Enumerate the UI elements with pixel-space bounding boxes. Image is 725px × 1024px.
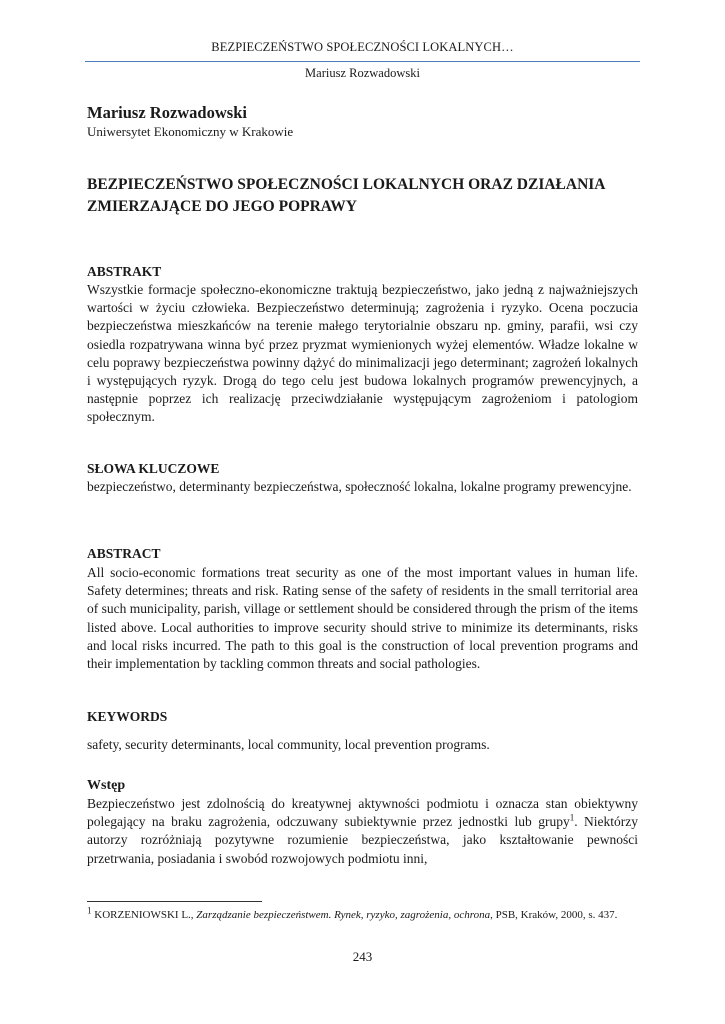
- footnote-reference[interactable]: 1: [569, 812, 575, 823]
- keywords-heading: KEYWORDS: [87, 709, 168, 724]
- header-rule: [85, 61, 640, 62]
- footnote-rule: [87, 901, 262, 902]
- wstep-text-before: Bezpieczeństwo jest zdolnością do kreatywnej aktywności podmiotu i oznacza stan obiektywny polegający na braku zagrożenia, odczuwany subiektywnie przez jednostki lub grupy: [87, 796, 638, 830]
- wstep-text-after: . Niektórzy autorzy rozróżniają pozytywne rozumienie bezpieczeństwa, jako kształtowanie pewności przetrwania, posiadania i swobód rozwojowych podmiotu inni,: [87, 814, 639, 866]
- article-title-line-2: ZMIERZAJĄCE DO JEGO POPRAWY: [87, 198, 357, 215]
- running-title: BEZPIECZEŃSTWO SPOŁECZNOŚCI LOKALNYCH…: [211, 40, 514, 54]
- abstrakt-text: Wszystkie formacje społeczno-ekonomiczne traktują bezpieczeństwo, jako jedną z najważniejszych wartości w życiu człowieka. Bezpieczeństwo determinują; zagrożenia i ryzyko. Ocena poczucia bezpieczeństwa mieszkańców na terenie małego terytorialnie obszaru np. gminy, parafii, wsi czy osiedla rozpatrywana winna być przez pryzmat wymienionych wyżej elementów. Władze lokalne w celu poprawy bezpieczeństwa powinny dążyć do minimalizacji jego determinant; zagrożeń lokalnych i występujących ryzyk. Drogą do tego celu jest budowa lokalnych programów prewencyjnych, a następnie poprzez ich realizację przeciwdziałanie występującym zagrożeniom i patologiom społecznym.: [87, 282, 638, 425]
- footnote-title: Zarządzanie bezpieczeństwem. Rynek, ryzyko, zagrożenia, ochrona: [196, 909, 491, 921]
- keywords-text: safety, security determinants, local community, local prevention programs.: [87, 737, 490, 752]
- wstep-heading: Wstęp: [87, 778, 126, 793]
- wstep-text: [87, 795, 638, 868]
- abstract-text: All socio-economic formations treat security as one of the most important values in human life. Safety determines; threats and risk. Rating sense of the safety of residents in the small territorial area of such municipality, parish, village or settlement should be considered through the prism of the items listed above. Local authorities to improve security should strive to minimize its determinants, risks and local risks incurred. The path to this goal is the construction of local prevention programs and their implementation by tackling common threats and social pathologies.: [87, 565, 638, 672]
- footnote-number: 1: [87, 905, 92, 916]
- page-number: 243: [352, 949, 373, 964]
- slowa-kluczowe-text: bezpieczeństwo, determinanty bezpieczeństwa, społeczność lokalna, lokalne programy prewencyjne.: [87, 479, 632, 494]
- article-title-line-1: BEZPIECZEŃSTWO SPOŁECZNOŚCI LOKALNYCH ORAZ DZIAŁANIA: [87, 176, 606, 193]
- article-title: [87, 174, 638, 218]
- abstract-heading: ABSTRACT: [87, 546, 161, 561]
- author-affiliation: Uniwersytet Ekonomiczny w Krakowie: [87, 124, 294, 139]
- footnote: [87, 905, 638, 923]
- slowa-kluczowe-heading: SŁOWA KLUCZOWE: [87, 461, 220, 476]
- author-name: Mariusz Rozwadowski: [87, 103, 247, 122]
- footnote-rest: , PSB, Kraków, 2000, s. 437.: [490, 909, 618, 921]
- footnote-author: KORZENIOWSKI L.,: [91, 909, 197, 921]
- running-author: Mariusz Rozwadowski: [305, 66, 420, 80]
- abstrakt-heading: ABSTRAKT: [87, 264, 162, 279]
